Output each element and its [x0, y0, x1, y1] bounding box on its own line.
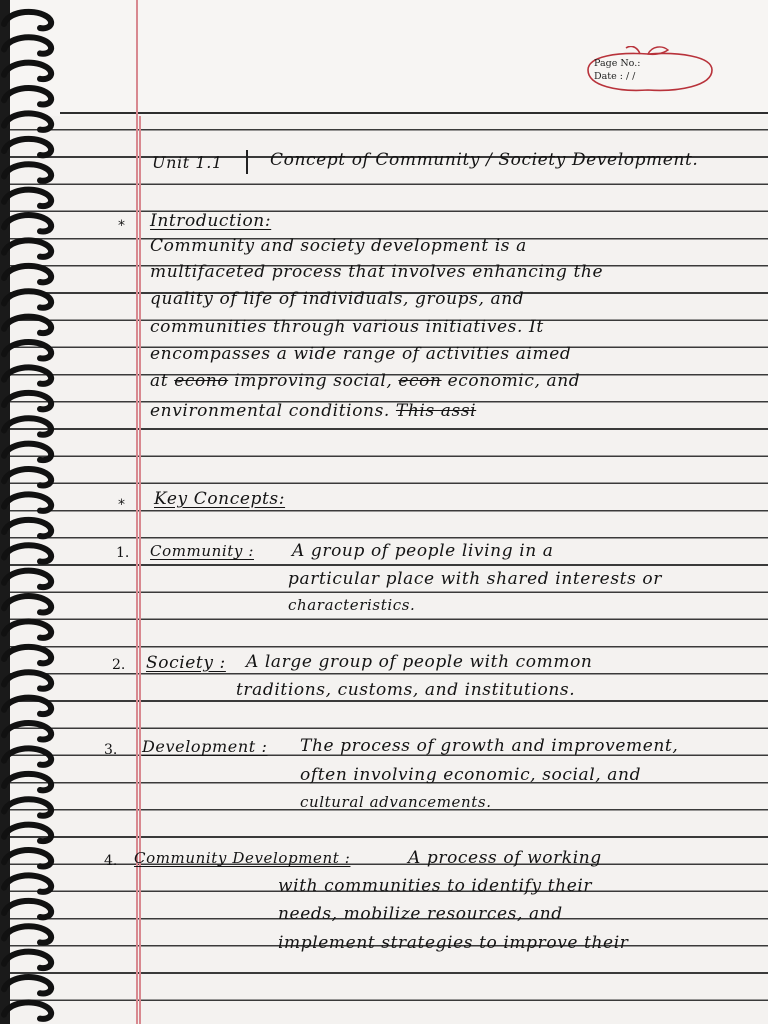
struck-word: This assi — [395, 401, 477, 421]
page-number-label: Page No.: — [594, 58, 641, 69]
spiral-coil — [4, 571, 51, 587]
intro-line-3: quality of life of individuals, groups, and — [150, 289, 525, 309]
intro-line-7-start: environmental conditions. — [150, 401, 390, 421]
page-title: Concept of Community / Society Development. — [270, 150, 699, 170]
intro-line-1: Community and society development is a — [150, 236, 527, 256]
item-4-line-2: with communities to identify their — [278, 876, 593, 896]
spiral-coil — [4, 291, 51, 307]
intro-heading: Introduction: — [150, 211, 272, 231]
spiral-coil — [4, 113, 51, 129]
struck-word: econ — [398, 371, 442, 391]
spiral-coil — [4, 977, 51, 993]
spiral-coil — [4, 748, 51, 764]
item-4-term: Community Development : — [134, 849, 351, 867]
apple-icon — [578, 46, 718, 94]
item-4-line-3: needs, mobilize resources, and — [278, 904, 563, 924]
spiral-coil — [4, 367, 51, 383]
item-3-term: Development : — [142, 737, 268, 756]
margin-line-inner — [139, 116, 141, 1024]
intro-line-6 — [150, 371, 580, 391]
spiral-coil — [4, 825, 51, 841]
intro-bullet: * — [118, 218, 125, 234]
spiral-coil — [4, 545, 51, 561]
item-3-line-2: often involving economic, social, and — [300, 765, 642, 785]
intro-line-2: multifaceted process that involves enhancing the — [150, 262, 604, 282]
item-1-line-3: characteristics. — [288, 596, 416, 614]
spiral-coil — [4, 647, 51, 663]
spiral-coil — [4, 621, 51, 637]
spiral-coil — [4, 164, 51, 180]
spiral-coil — [4, 672, 51, 688]
intro-line-7 — [150, 401, 476, 421]
spiral-coil — [4, 901, 51, 917]
intro-line-6-mid: improving social, — [234, 371, 393, 391]
spiral-coil — [4, 952, 51, 968]
item-3-number: 3. — [104, 742, 118, 758]
item-1-number: 1. — [116, 545, 130, 561]
spiral-coil — [4, 317, 51, 333]
struck-word: econo — [174, 371, 229, 391]
spiral-binding — [0, 0, 62, 1024]
item-2-number: 2. — [112, 657, 126, 673]
spiral-coil — [4, 494, 51, 510]
spiral-coil — [4, 520, 51, 536]
item-2-term: Society : — [146, 653, 226, 673]
spiral-coil — [4, 469, 51, 485]
item-4-line-1: A process of working — [408, 848, 602, 868]
spiral-coil — [4, 393, 51, 409]
item-4-number: 4. — [104, 853, 118, 869]
key-concepts-bullet: * — [118, 497, 125, 513]
item-1-term: Community : — [150, 542, 254, 560]
spiral-coil — [4, 342, 51, 358]
spiral-coil — [4, 875, 51, 891]
spiral-coil — [4, 139, 51, 155]
intro-line-6-end: economic, and — [447, 371, 581, 391]
item-1-line-1: A group of people living in a — [292, 541, 554, 561]
spiral-coil — [4, 63, 51, 79]
spiral-coil — [4, 190, 51, 206]
item-2-line-1: A large group of people with common — [246, 652, 593, 672]
spiral-coil — [4, 723, 51, 739]
intro-line-5: encompasses a wide range of activities aimed — [150, 344, 572, 364]
spiral-coil — [4, 850, 51, 866]
item-1-line-2: particular place with shared interests or — [288, 569, 662, 589]
header-rule — [60, 112, 768, 114]
date-label: Date : / / — [594, 71, 636, 82]
margin-line — [136, 0, 138, 1024]
spiral-coil — [4, 418, 51, 434]
intro-line-4: communities through various initiatives. It — [150, 317, 544, 337]
spiral-coil — [4, 37, 51, 53]
spiral-coil — [4, 12, 51, 28]
spiral-coil — [4, 266, 51, 282]
spiral-coil — [4, 799, 51, 815]
item-2-line-2: traditions, customs, and institutions. — [236, 680, 576, 700]
item-4-line-4: implement strategies to improve their — [278, 933, 629, 953]
spiral-coil — [4, 215, 51, 231]
spiral-coil — [4, 774, 51, 790]
spiral-coil — [4, 596, 51, 612]
intro-line-6-start: at — [150, 371, 169, 391]
spiral-coil — [4, 1002, 51, 1018]
page-date-box — [578, 46, 718, 94]
spiral-coil — [4, 698, 51, 714]
key-concepts-heading: Key Concepts: — [154, 489, 286, 509]
item-3-line-1: The process of growth and improvement, — [300, 736, 679, 756]
spiral-coil — [4, 444, 51, 460]
spiral-coil — [4, 240, 51, 256]
spiral-coil — [4, 88, 51, 104]
item-3-line-3: cultural advancements. — [300, 793, 492, 811]
spiral-coil — [4, 926, 51, 942]
unit-label: Unit 1.1 — [152, 153, 223, 172]
